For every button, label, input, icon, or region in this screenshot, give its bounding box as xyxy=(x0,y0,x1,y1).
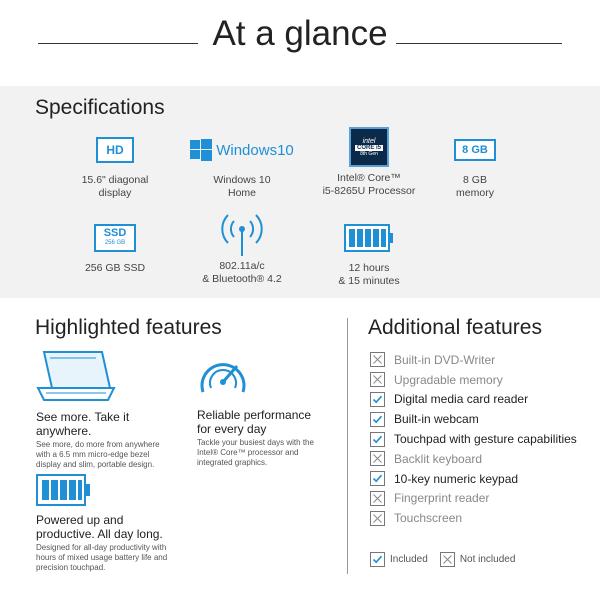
feature-portability-title2: anywhere. xyxy=(36,424,92,438)
cross-icon xyxy=(370,491,385,506)
spec-battery xyxy=(314,218,424,288)
spec-processor-line1: Intel® Core™ xyxy=(337,172,401,184)
feature-label: Touchpad with gesture capabilities xyxy=(394,432,577,447)
spec-display-line2: display xyxy=(98,187,132,199)
legend-not-included-label: Not included xyxy=(459,554,516,565)
legend-not-included-checkbox-icon xyxy=(440,552,455,567)
cross-icon xyxy=(370,352,385,367)
page-title: At a glance xyxy=(212,14,388,53)
ssd-icon: SSD 256 GB xyxy=(60,218,170,258)
spec-wireless-line1: 802.11a/c xyxy=(219,260,265,272)
spec-os-line1: Windows 10 xyxy=(213,174,271,186)
cross-icon xyxy=(370,511,385,526)
spec-memory-line1: 8 GB xyxy=(463,174,487,186)
battery-icon xyxy=(314,218,424,258)
feature-label: Built-in webcam xyxy=(394,412,479,427)
feature-row xyxy=(370,370,577,390)
feature-performance-title2: for every day xyxy=(197,422,267,436)
spec-storage xyxy=(60,218,170,275)
spec-os-line2: Home xyxy=(227,187,256,199)
spec-processor xyxy=(314,124,424,198)
spec-wireless-line2: & Bluetooth® 4.2 xyxy=(202,273,282,285)
feature-label: Fingerprint reader xyxy=(394,491,490,506)
feature-row xyxy=(370,489,577,509)
legend-included-label: Included xyxy=(390,554,428,565)
feature-performance-desc: Tackle your busiest days with the Intel® Core™ processor and integrated graphics. xyxy=(197,438,314,467)
cross-icon xyxy=(370,451,385,466)
feature-label: Upgradable memory xyxy=(394,372,503,387)
spec-memory xyxy=(420,130,530,200)
specifications-panel xyxy=(0,86,600,298)
spec-display xyxy=(60,130,170,200)
column-divider xyxy=(347,318,348,574)
check-icon xyxy=(370,471,385,486)
spec-memory-line2: memory xyxy=(456,187,494,199)
hd-icon: HD xyxy=(60,130,170,170)
feature-portability xyxy=(36,350,181,470)
feature-row xyxy=(370,469,577,489)
feature-portability-desc: See more, do more from anywhere with a 6.5 mm micro-edge bezel display and slim, portable design. xyxy=(36,440,160,469)
feature-row xyxy=(370,429,577,449)
memory-icon: 8 GB xyxy=(420,130,530,170)
spec-display-line1: 15.6" diagonal xyxy=(81,174,149,186)
feature-label: Digital media card reader xyxy=(394,392,529,407)
feature-battery-title2: productive. All day long. xyxy=(36,527,163,541)
windows-wordmark: Windows10 xyxy=(216,141,294,159)
feature-battery-title1: Powered up and xyxy=(36,513,124,527)
feature-label: 10-key numeric keypad xyxy=(394,471,519,486)
feature-label: Touchscreen xyxy=(394,511,463,526)
spec-processor-line2: i5-8265U Processor xyxy=(322,185,416,197)
feature-label: Backlit keyboard xyxy=(394,451,483,466)
legend-included-checkbox-icon xyxy=(370,552,385,567)
feature-row xyxy=(370,508,577,528)
spec-os xyxy=(187,130,297,200)
feature-battery-desc: Designed for all-day productivity with hours of mixed usage battery life and precision touchpad. xyxy=(36,543,168,572)
windows-logo-icon xyxy=(187,130,297,170)
feature-performance xyxy=(197,352,342,468)
legend xyxy=(370,552,515,567)
feature-row xyxy=(370,449,577,469)
additional-heading: Additional features xyxy=(368,316,542,339)
intel-core-i5-icon: intel CORE i5 8th Gen xyxy=(314,124,424,170)
spec-wireless xyxy=(187,210,297,286)
battery-icon xyxy=(36,474,181,511)
title-rule-right xyxy=(396,43,562,44)
spec-storage-line1: 256 GB SSD xyxy=(84,262,146,274)
additional-features-list xyxy=(370,350,577,528)
spec-battery-line1: 12 hours xyxy=(348,262,390,274)
feature-performance-title1: Reliable performance xyxy=(197,408,312,422)
feature-row xyxy=(370,390,577,410)
feature-label: Built-in DVD-Writer xyxy=(394,352,496,367)
wireless-icon xyxy=(187,210,297,258)
title-row xyxy=(0,0,600,72)
check-icon xyxy=(370,412,385,427)
specifications-heading: Specifications xyxy=(35,96,165,119)
feature-battery xyxy=(36,474,181,573)
spec-battery-line2: & 15 minutes xyxy=(338,275,400,287)
check-icon xyxy=(370,392,385,407)
check-icon xyxy=(370,432,385,447)
highlighted-heading: Highlighted features xyxy=(35,316,222,339)
feature-row xyxy=(370,409,577,429)
feature-portability-title1: See more. Take it xyxy=(36,410,130,424)
laptop-icon xyxy=(36,350,181,407)
feature-row xyxy=(370,350,577,370)
cross-icon xyxy=(370,372,385,387)
performance-gauge-icon xyxy=(197,352,342,405)
